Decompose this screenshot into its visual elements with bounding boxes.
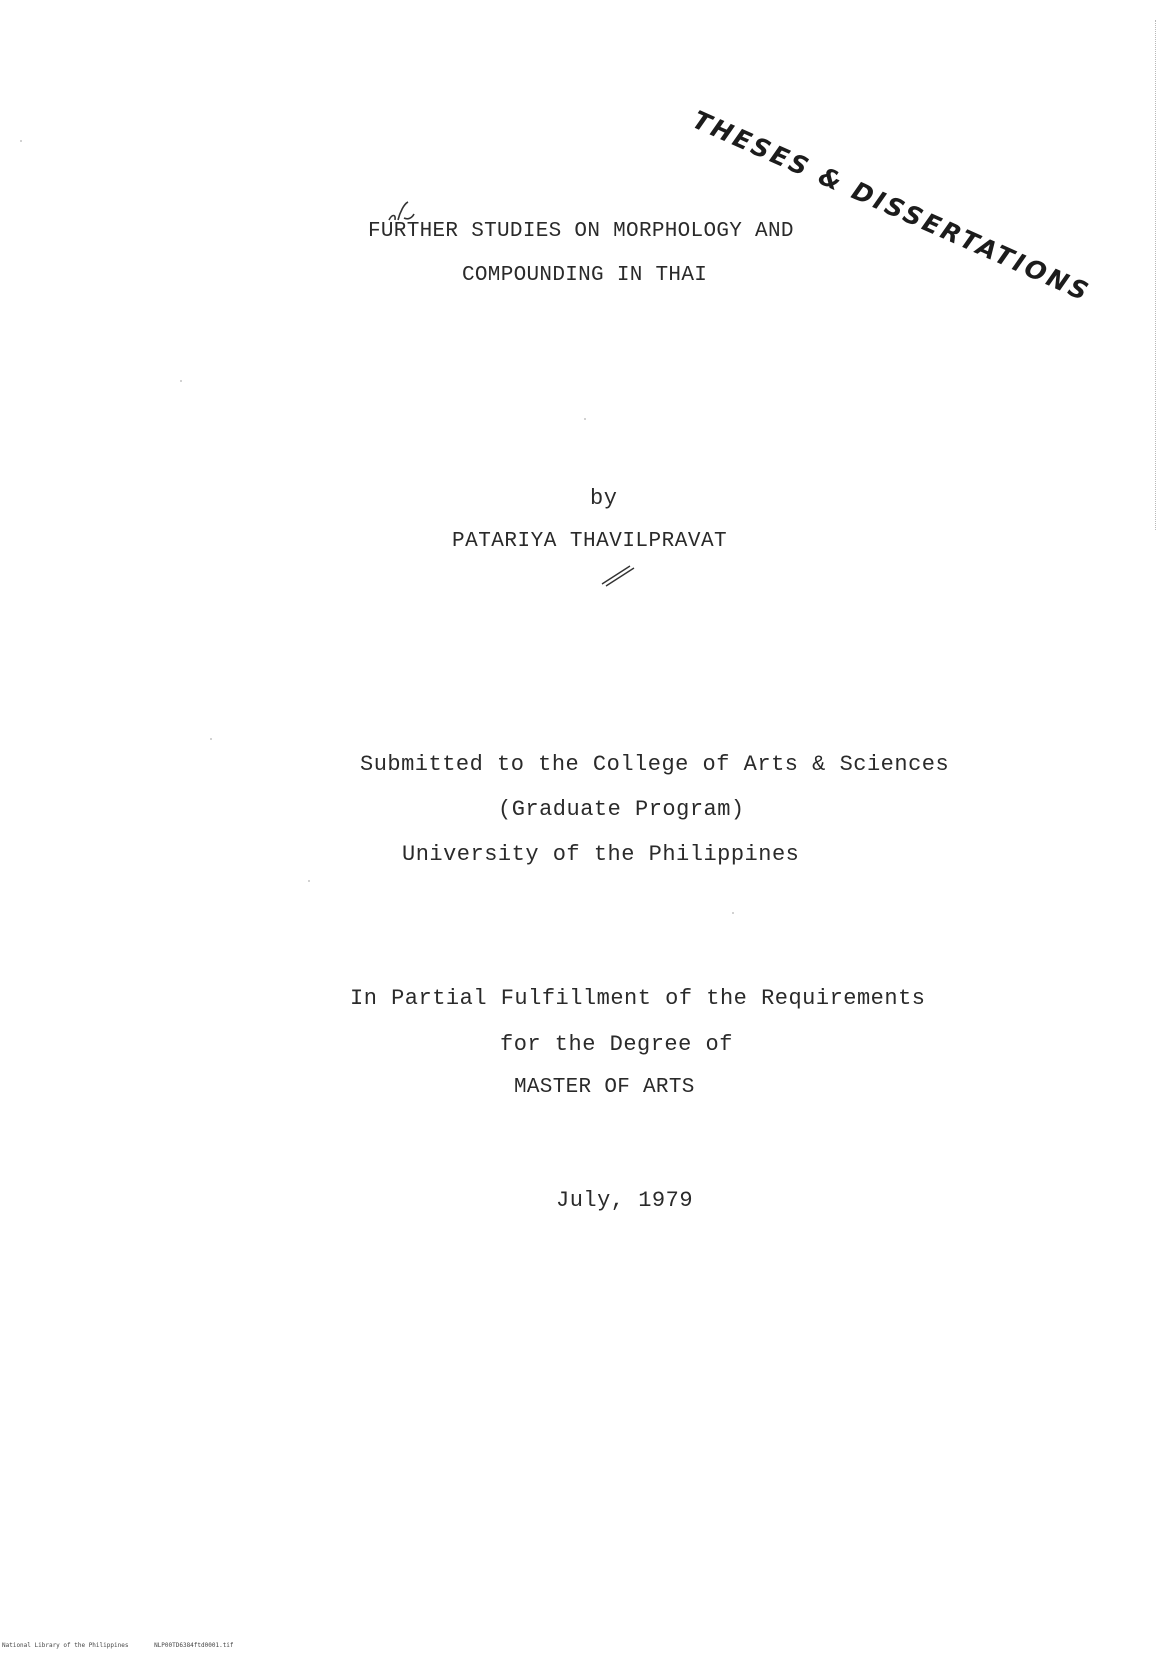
title-line-1: FURTHER STUDIES ON MORPHOLOGY AND <box>368 220 794 243</box>
degree-of-line: for the Degree of <box>500 1032 733 1057</box>
submission-date: July, 1979 <box>556 1188 694 1213</box>
title-line-2: COMPOUNDING IN THAI <box>462 264 708 287</box>
scan-speck <box>308 880 310 882</box>
by-label: by <box>590 486 618 511</box>
handwritten-correction-mark <box>600 558 636 588</box>
partial-fulfillment-line: In Partial Fulfillment of the Requirements <box>350 986 926 1011</box>
scan-edge-dots <box>1155 20 1160 530</box>
scan-footer <box>2 1642 234 1649</box>
degree-name: MASTER OF ARTS <box>514 1076 695 1099</box>
scan-speck <box>20 140 22 142</box>
author-name: PATARIYA THAVILPRAVAT <box>452 530 728 553</box>
scan-speck <box>210 738 212 740</box>
scan-speck <box>584 418 586 420</box>
footer-library: National Library of the Philippines <box>2 1642 129 1649</box>
footer-file: NLP00TD6384ftd0001.tif <box>154 1642 234 1649</box>
scan-speck <box>732 912 734 914</box>
theses-dissertations-stamp: THESES & DISSERTATIONS <box>688 105 1095 308</box>
scan-speck <box>180 380 182 382</box>
university-line: University of the Philippines <box>402 842 800 867</box>
submitted-to-line: Submitted to the College of Arts & Sciences <box>360 752 950 777</box>
graduate-program-line: (Graduate Program) <box>498 797 745 822</box>
